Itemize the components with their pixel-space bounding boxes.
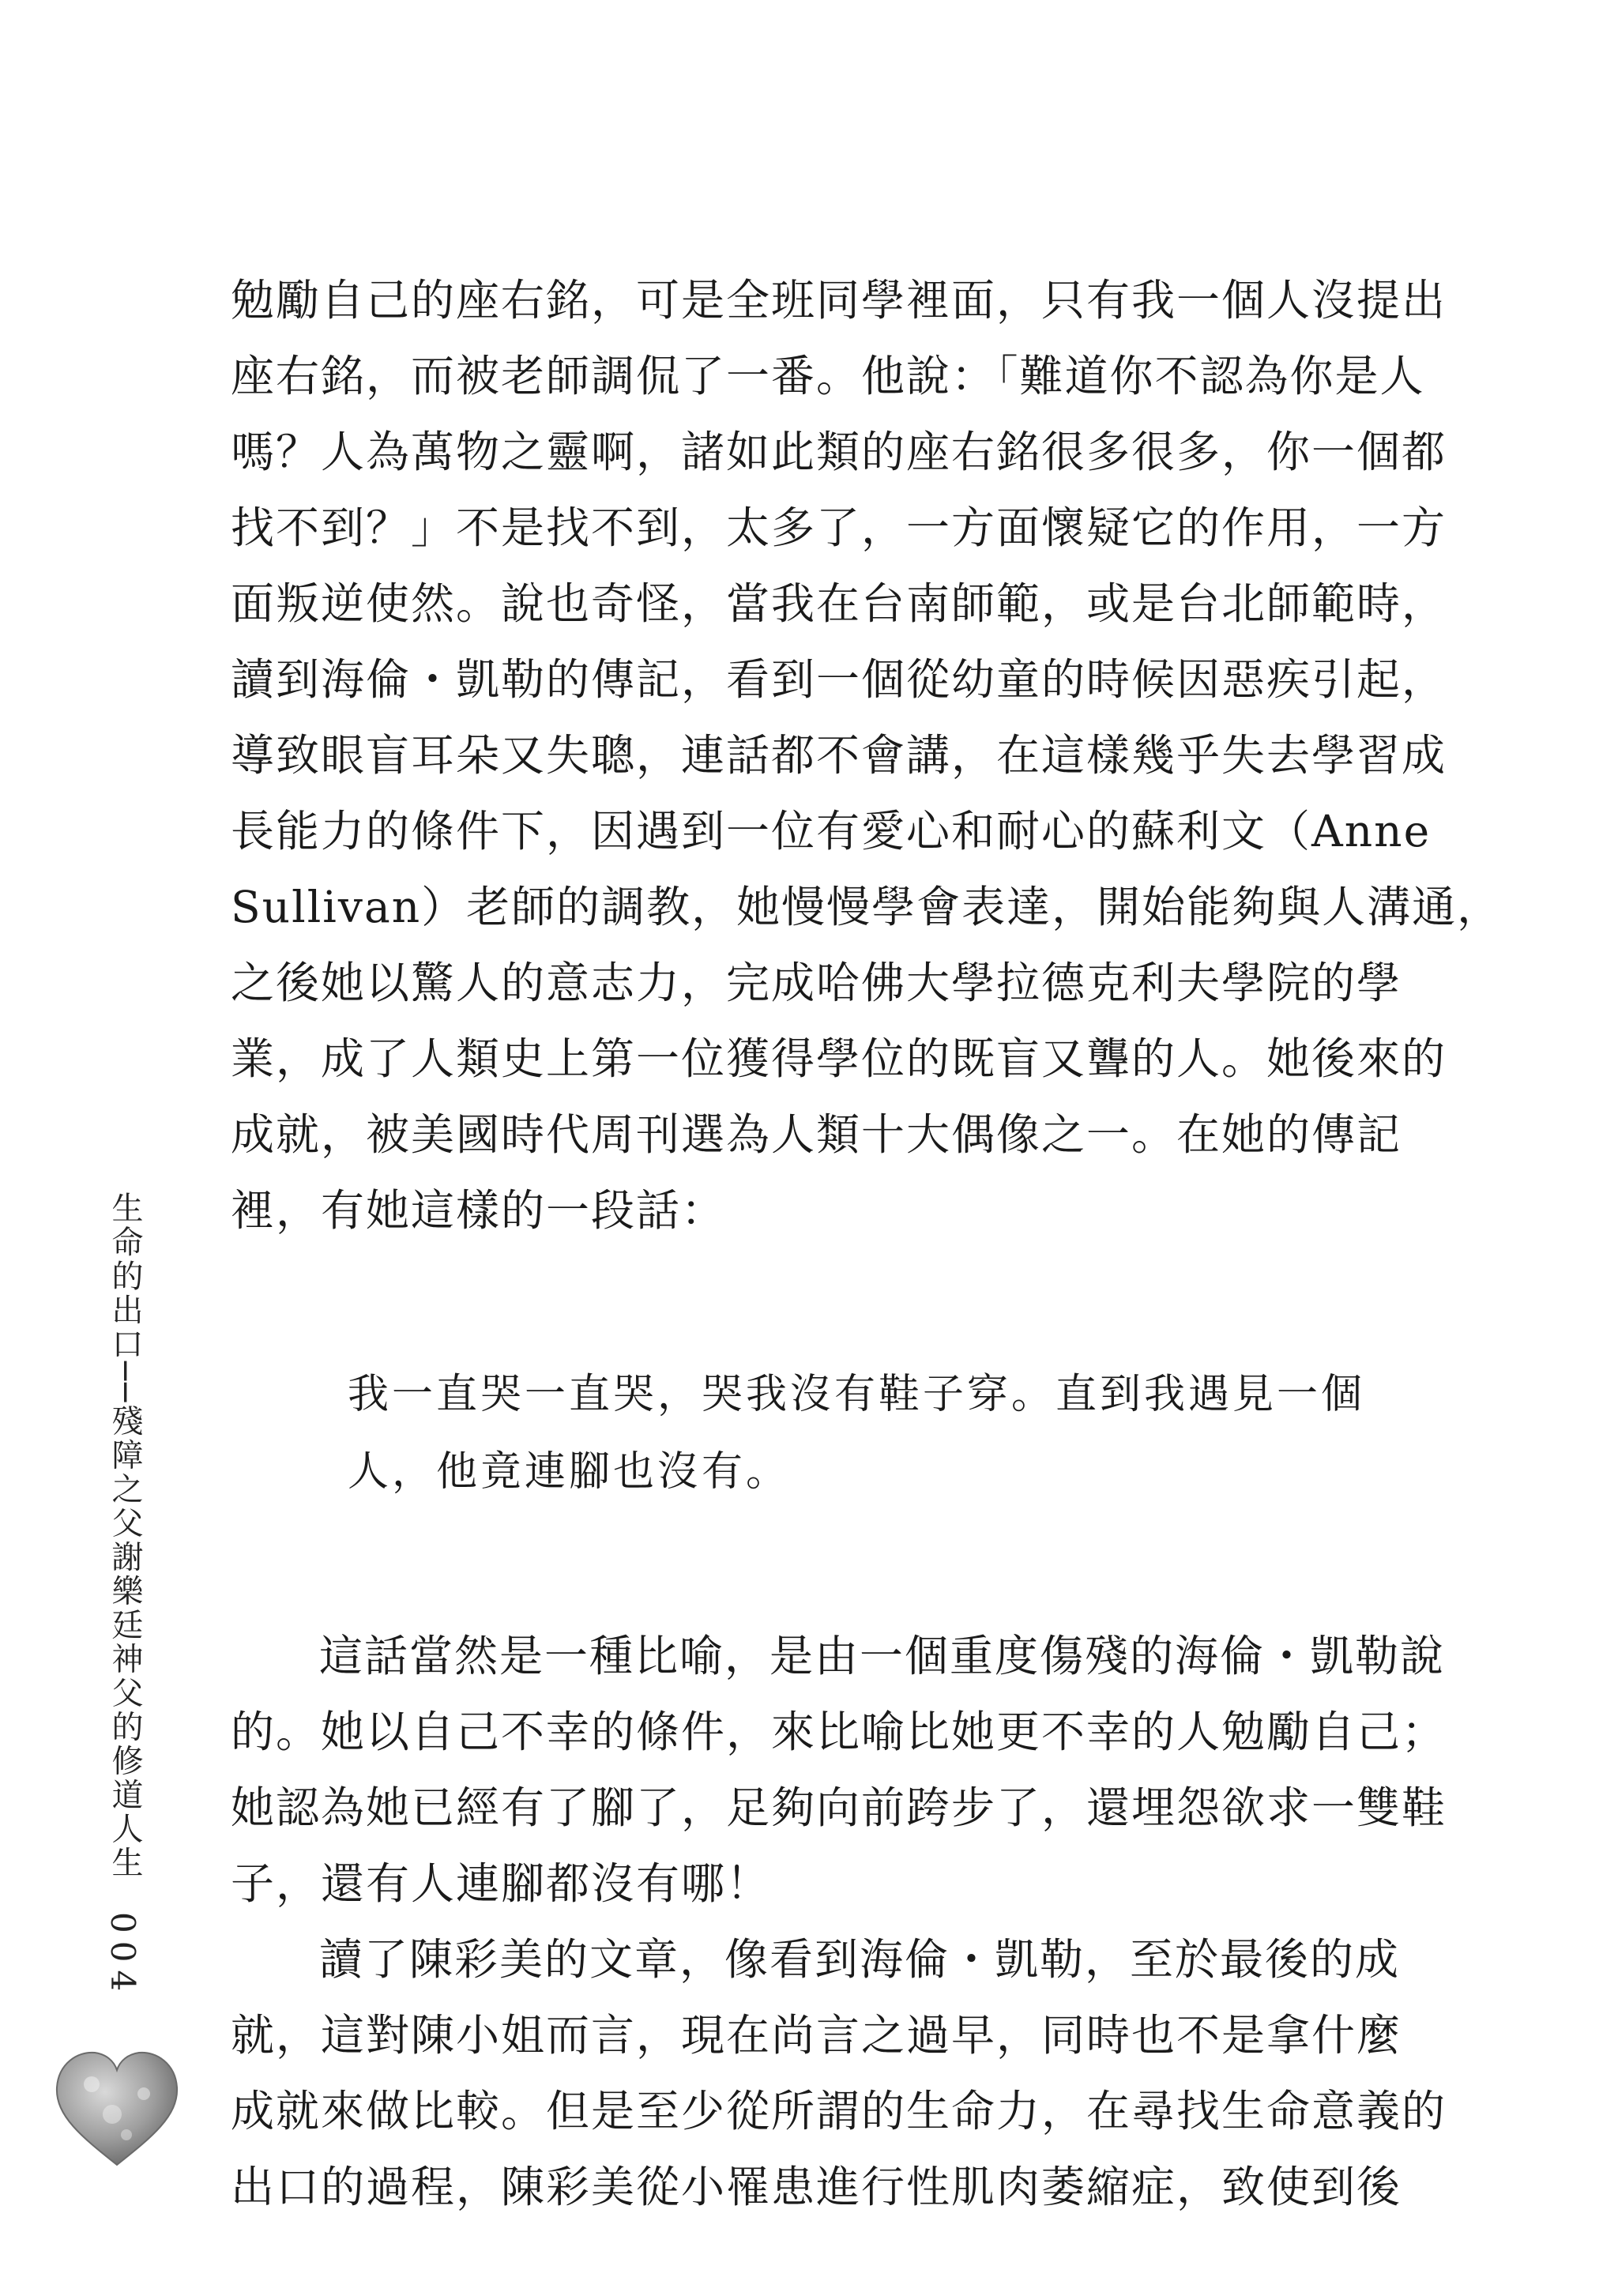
body-line: 座右銘，而被老師調侃了一番。他說：「難道你不認為你是人 xyxy=(231,351,1425,401)
body-line: 之後她以驚人的意志力，完成哈佛大學拉德克利夫學院的學 xyxy=(231,958,1402,1008)
heart-icon xyxy=(51,2046,183,2173)
body-line: 裡，有她這樣的一段話： xyxy=(231,1185,727,1236)
body-line: 讀了陳彩美的文章，像看到海倫・凱勒，至於最後的成 xyxy=(319,1934,1401,1985)
body-line: 成就來做比較。但是至少從所謂的生命力，在尋找生命意義的 xyxy=(231,2086,1447,2136)
body-line: 讀到海倫・凱勒的傳記，看到一個從幼童的時候因惡疾引起， xyxy=(231,654,1447,705)
body-line: 的。她以自己不幸的條件，來比喻比她更不幸的人勉勵自己； xyxy=(231,1707,1447,1757)
body-line: 導致眼盲耳朵又失聰，連話都不會講，在這樣幾乎失去學習成 xyxy=(231,730,1447,781)
body-line: 業，成了人類史上第一位獲得學位的既盲又聾的人。她後來的 xyxy=(231,1033,1447,1084)
quote-line: 人，他竟連腳也沒有。 xyxy=(348,1448,791,1496)
block-quote xyxy=(231,1356,1366,1511)
body-line: 她認為她已經有了腳了，足夠向前跨步了，還埋怨欲求一雙鞋 xyxy=(231,1782,1447,1833)
body-line: 長能力的條件下，因遇到一位有愛心和耐心的蘇利文（Anne xyxy=(231,806,1432,856)
body-line: 出口的過程，陳彩美從小罹患進行性肌肉萎縮症，致使到後 xyxy=(231,2162,1402,2212)
body-line: 找不到？」不是找不到，太多了，一方面懷疑它的作用，一方 xyxy=(231,502,1447,553)
quote-line: 我一直哭一直哭，哭我沒有鞋子穿。直到我遇見一個 xyxy=(348,1371,1366,1418)
page-number: 004 xyxy=(103,1912,142,2000)
body-line: Sullivan）老師的調教，她慢慢學會表達，開始能夠與人溝通， xyxy=(231,882,1503,932)
body-text xyxy=(231,262,1503,2225)
body-line: 勉勵自己的座右銘，可是全班同學裡面，只有我一個人沒提出 xyxy=(231,275,1447,326)
body-line: 成就，被美國時代周刊選為人類十大偶像之一。在她的傳記 xyxy=(231,1109,1402,1160)
body-line: 子，還有人連腳都沒有哪！ xyxy=(231,1858,772,1909)
body-line: 這話當然是一種比喻，是由一個重度傷殘的海倫・凱勒說 xyxy=(319,1631,1446,1681)
running-head-title: 生命的出口──殘障之父謝樂廷神父的修道人生 xyxy=(107,1191,143,1880)
body-line: 面叛逆使然。說也奇怪，當我在台南師範，或是台北師範時， xyxy=(231,578,1447,629)
body-line: 就，這對陳小姐而言，現在尚言之過早，同時也不是拿什麼 xyxy=(231,2010,1402,2061)
body-line: 嗎？人為萬物之靈啊，諸如此類的座右銘很多很多，你一個都 xyxy=(231,427,1447,477)
